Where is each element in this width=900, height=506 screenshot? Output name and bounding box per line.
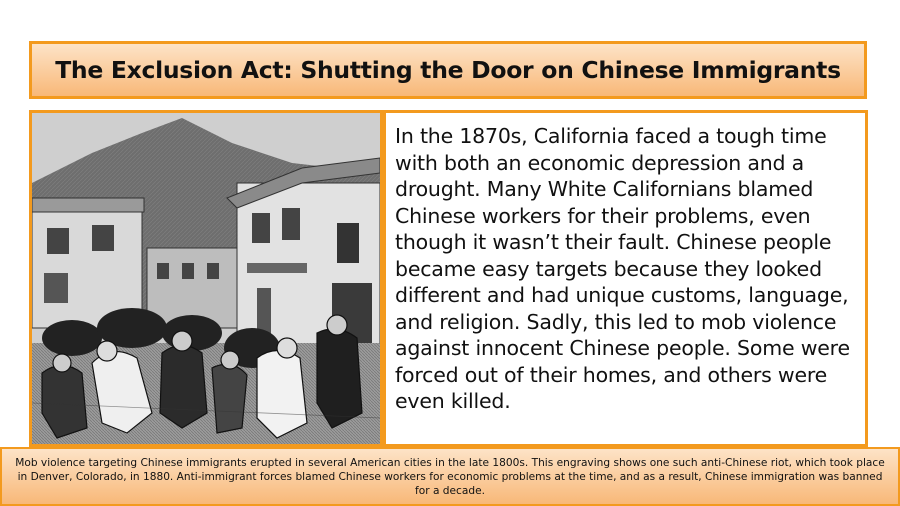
image-caption: Mob violence targeting Chinese immigrants erupted in several American cities in the late 1800s. This engraving shows one such anti-Chinese riot, which took place in Denver, Colorado, in 1880. Anti-immigrant forces blamed Chinese workers for economic problems at the time, and as a result, Chinese immigration was banned for a decade. (15, 456, 885, 497)
caption-banner (0, 447, 900, 506)
title-banner (29, 41, 867, 99)
narrative-paragraph: In the 1870s, California faced a tough time with both an economic depression and a drought. Many White Californians blamed Chinese workers for their problems, even though it wasn’t their fault. Chinese people became easy targets because they looked different and had unique customs, language, and religion. Sadly, this led to mob violence against innocent Chinese people. Some were forced out of their homes, and others were even killed. (395, 124, 850, 413)
slide-title: The Exclusion Act: Shutting the Door on Chinese Immigrants (55, 56, 841, 84)
riot-engraving-image (29, 110, 383, 447)
narrative-text-box (383, 110, 868, 447)
engraving-illustration (32, 113, 380, 444)
